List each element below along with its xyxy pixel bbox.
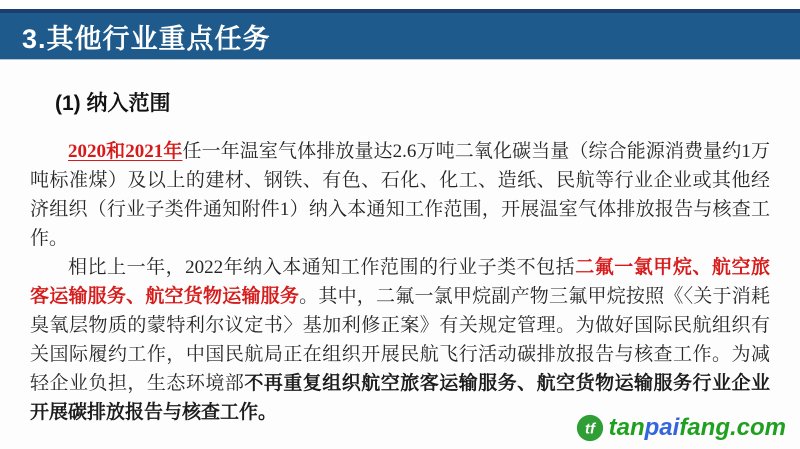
highlight-no-duplicate-reporting: 不再重复组织航空旅客运输服务、航空货物运输服务行业企业开展碳排放报告与核查工作。 <box>30 373 770 423</box>
slide-body <box>0 87 800 427</box>
paragraph-changes <box>30 253 770 427</box>
watermark-logo <box>576 414 786 442</box>
header-bar <box>0 9 800 60</box>
svg-text:tf: tf <box>584 421 595 438</box>
logo-text-tan: tan <box>608 414 645 441</box>
paragraph-scope-text: 任一年温室气体排放量达2.6万吨二氧化碳当量（综合能源消费量约1万吨标准煤）及以上的建材、钢铁、有色、石化、化工、造纸、民航等行业企业或其他经济组织（行业子类件通知附件1）纳入本通知工作范围，开展温室气体排放报告与核查工作。 <box>30 141 770 249</box>
logo-text-pai: pai <box>644 414 680 441</box>
section-heading: (1) 纳入范围 <box>55 92 171 115</box>
page-title: 3.其他行业重点任务 <box>22 23 271 54</box>
highlight-years: 2020和2021年 <box>68 141 183 162</box>
top-margin <box>0 0 800 9</box>
tanpaifang-logo-icon <box>576 414 604 442</box>
paragraph-changes-text-a: 相比上一年，2022年纳入本通知工作范围的行业子类不包括 <box>68 257 576 278</box>
highlight-excluded-sectors: 二氟一氯甲烷、航空旅客运输服务、航空货物运输服务 <box>30 257 770 307</box>
paragraph-changes-text-b: 。其中，二氟一氯甲烷副产物三氟甲烷按照《〈关于消耗臭氧层物质的蒙特利尔议定书〉基加利修正案》有关规定管理。为做好国际民航组织有关国际履约工作，中国民航局正在组织开展民航飞行活动碳排放报告与核查工作。为减轻企业负担，生态环境部 <box>30 286 770 394</box>
paragraph-scope <box>30 137 770 253</box>
watermark-logo-text <box>609 414 786 442</box>
logo-text-fang-com: fang.com <box>679 414 786 441</box>
